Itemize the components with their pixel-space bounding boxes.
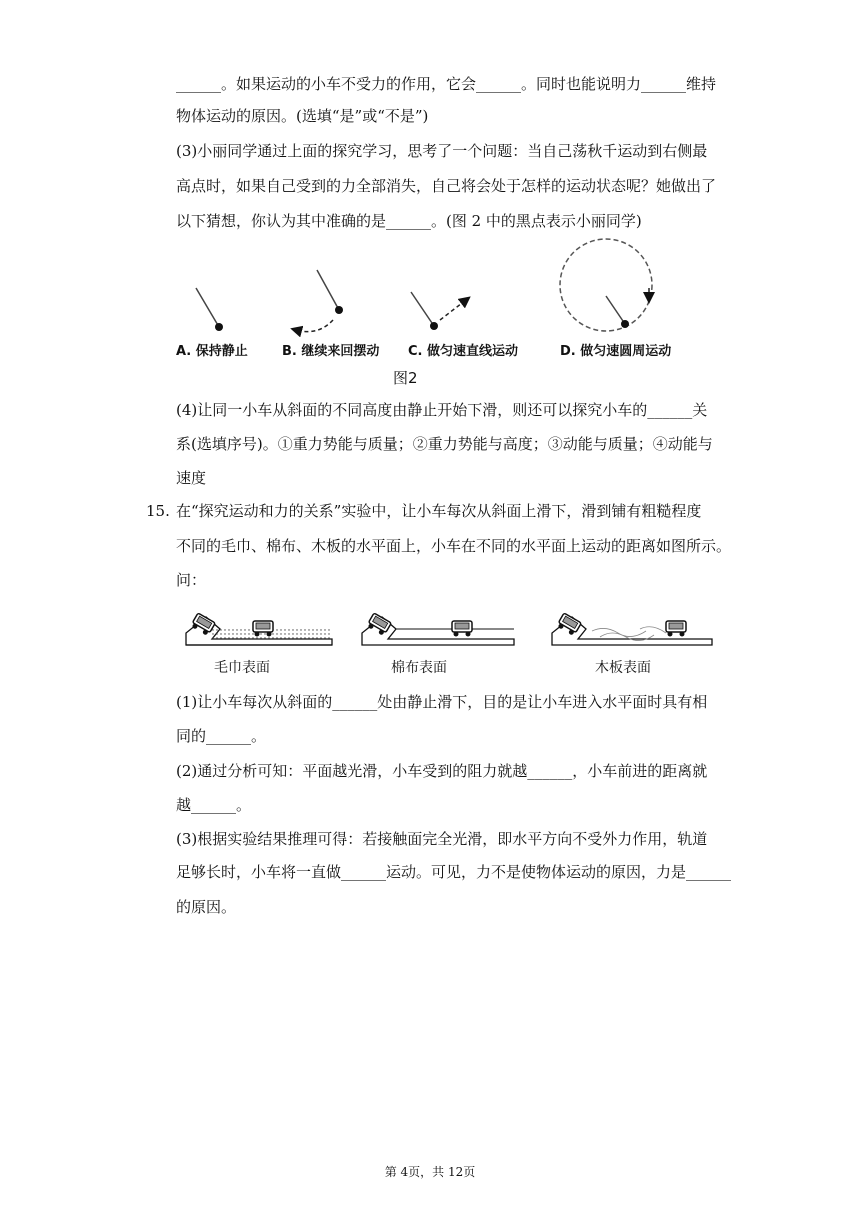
figure-2-pendulum-options [0,240,860,390]
page-footer: 第 4页，共 12页 [384,1165,476,1179]
towel-setup [186,613,332,645]
text-line: 高点时，如果自己受到的力全部消失，自己将会处于怎样的运动状态呢？她做出了 [176,177,717,195]
text-line: (3)根据实验结果推理可得：若接触面完全光滑，即水平方向不受外力作用，轨道 [176,830,708,848]
text-line: (2)通过分析可知：平面越光滑，小车受到的阻力就越______，小车前进的距离就 [176,762,708,780]
question-number: 15. [146,502,170,520]
text-line: 问： [176,571,207,589]
text-line: 速度 [176,469,207,487]
option-a-label: A. 保持静止 [176,344,248,359]
cotton-setup [362,613,514,645]
option-c-label: C. 做匀速直线运动 [408,344,519,359]
option-d-label: D. 做匀速圆周运动 [560,344,672,359]
option-d-diagram [560,239,652,331]
text-line: (4)让同一小车从斜面的不同高度由静止开始下滑，则还可以探究小车的______关 [176,401,708,419]
text-line: 物体运动的原因。(选填“是”或“不是”) [176,107,429,125]
text-line: 系(选填序号)。①重力势能与质量；②重力势能与高度；③动能与质量；④动能与 [176,435,713,453]
option-b-label: B. 继续来回摆动 [282,344,380,359]
text-line: 的原因。 [176,898,237,916]
towel-label: 毛巾表面 [214,660,270,676]
option-a-diagram [196,288,223,331]
text-line: 越______。 [176,796,252,814]
text-line: 不同的毛巾、棉布、木板的水平面上，小车在不同的水平面上运动的距离如图所示。 [176,537,732,555]
board-label: 木板表面 [595,660,651,676]
text-line: 足够长时，小车将一直做______运动。可见，力不是使物体运动的原因，力是______ [176,863,732,881]
option-b-diagram [296,270,343,332]
figure-2-caption: 图2 [393,369,418,387]
text-line: 以下猜想，你认为其中准确的是______。(图 2 中的黑点表示小丽同学) [176,212,642,230]
board-setup [552,613,712,645]
text-line: ______。如果运动的小车不受力的作用，它会______。同时也能说明力______维持 [176,75,717,93]
cotton-label: 棉布表面 [391,660,447,676]
option-c-diagram [411,292,466,330]
text-line: 同的______。 [176,727,267,745]
text-line: (1)让小车每次从斜面的______处由静止滑下，目的是让小车进入水平面时具有相 [176,693,708,711]
text-line: (3)小丽同学通过上面的探究学习，思考了一个问题：当自己荡秋千运动到右侧最 [176,142,708,160]
text-line: 在“探究运动和力的关系”实验中，让小车每次从斜面上滑下，滑到铺有粗糙程度 [176,502,702,520]
